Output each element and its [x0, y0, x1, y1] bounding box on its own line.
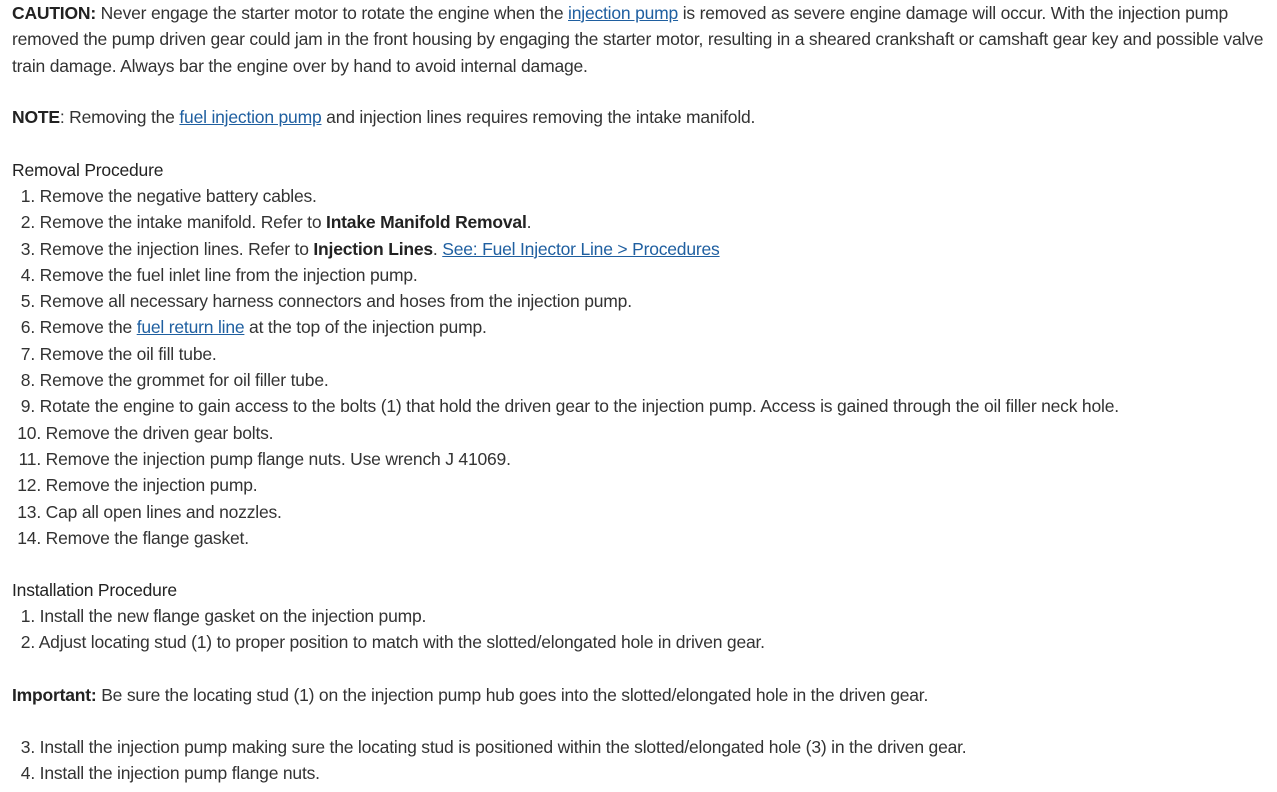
- step-text: Remove the injection lines. Refer to: [39, 238, 314, 259]
- injection-pump-link[interactable]: injection pump: [568, 3, 679, 23]
- step-number: 13.: [17, 501, 41, 522]
- step-text: Remove the grommet for oil filler tube.: [39, 370, 329, 391]
- installation-steps-list-b: [0, 734, 966, 787]
- installation-heading: Installation Procedure: [12, 580, 177, 600]
- step-text: Remove all necessary harness connectors and hoses from the injection pump.: [39, 291, 632, 312]
- removal-step-2: [0, 209, 1119, 235]
- step-reference: Injection Lines: [313, 238, 433, 259]
- fuel-injector-line-link[interactable]: See: Fuel Injector Line > Procedures: [442, 238, 720, 259]
- step-text: Remove the: [39, 317, 137, 338]
- step-number: 3.: [20, 737, 35, 757]
- important-text: Be sure the locating stud (1) on the injection pump hub goes into the slotted/elongated hole in the driven gear.: [96, 685, 929, 705]
- removal-step-5: [0, 288, 1119, 314]
- removal-step-9: [0, 393, 1119, 419]
- step-number: 9.: [20, 396, 35, 417]
- step-text: Remove the driven gear bolts.: [45, 422, 274, 443]
- step-number: 10.: [17, 422, 41, 443]
- step-number: 7.: [20, 343, 35, 364]
- step-number: 1.: [20, 606, 35, 626]
- important-paragraph: [12, 682, 1273, 708]
- step-number: 11.: [18, 448, 41, 469]
- step-text: Remove the oil fill tube.: [39, 343, 217, 364]
- removal-step-11: [0, 446, 1119, 472]
- step-text: Remove the negative battery cables.: [39, 186, 317, 206]
- step-number: 8.: [20, 370, 35, 391]
- step-number: 5.: [20, 291, 35, 312]
- step-text-after: .: [432, 238, 443, 259]
- step-text: Remove the injection pump.: [45, 475, 258, 496]
- step-text: Remove the fuel inlet line from the injection pump.: [39, 264, 418, 285]
- removal-step-14: [0, 525, 1119, 551]
- step-text-after: .: [526, 212, 532, 233]
- step-text: Install the injection pump flange nuts.: [39, 763, 320, 784]
- step-text: Install the new flange gasket on the injection pump.: [39, 606, 427, 626]
- step-number: 1.: [20, 186, 35, 206]
- step-text: Cap all open lines and nozzles.: [45, 501, 282, 522]
- removal-steps-list: [0, 183, 1119, 551]
- important-label: Important:: [12, 685, 97, 705]
- fuel-return-line-link[interactable]: fuel return line: [136, 317, 245, 338]
- step-number: 12.: [17, 475, 41, 496]
- step-text: Install the injection pump making sure the locating stud is positioned within the slotted/elongated hole (3) in the driven gear.: [39, 737, 967, 757]
- step-text: Remove the injection pump flange nuts. Use wrench J 41069.: [45, 448, 511, 469]
- step-text: Rotate the engine to gain access to the bolts (1) that hold the driven gear to the injection pump. Access is gained through the oil filler neck hole.: [39, 396, 1119, 417]
- note-text: : Removing the: [59, 107, 180, 127]
- step-text: Remove the flange gasket.: [45, 527, 249, 548]
- caution-text-continued: is removed as severe engine damage will occur. With the injection pump removed the pump driven gear could jam in the front housing by engaging the starter motor, resulting in a sheared crankshaft or camshaft gear key and possible valve train damage. Always bar the engine over by hand to avoid internal damage.: [12, 3, 1264, 76]
- removal-step-8: [0, 367, 1119, 393]
- removal-step-3: [0, 236, 1119, 262]
- step-reference: Intake Manifold Removal: [326, 212, 527, 233]
- removal-step-12: [0, 472, 1119, 498]
- step-number: 6.: [20, 317, 35, 338]
- step-number: 2.: [20, 212, 35, 233]
- installation-step-1: [0, 603, 765, 629]
- note-text-continued: and injection lines requires removing the intake manifold.: [321, 107, 756, 127]
- step-number: 4.: [20, 763, 35, 784]
- fuel-injection-pump-link[interactable]: fuel injection pump: [179, 107, 322, 127]
- step-number: 14.: [17, 527, 41, 548]
- caution-paragraph: [12, 0, 1273, 79]
- removal-heading: Removal Procedure: [12, 160, 164, 180]
- step-number: 4.: [20, 264, 35, 285]
- installation-steps-list-a: [0, 603, 765, 656]
- removal-step-6: [0, 314, 1119, 340]
- step-text: Remove the intake manifold. Refer to: [39, 212, 327, 233]
- installation-step-3: [0, 734, 966, 760]
- note-paragraph: [12, 104, 1273, 130]
- installation-step-4: [0, 760, 966, 786]
- note-label: NOTE: [12, 107, 60, 127]
- caution-text: Never engage the starter motor to rotate the engine when the: [95, 3, 569, 23]
- removal-step-1: [0, 183, 1119, 209]
- removal-step-7: [0, 341, 1119, 367]
- removal-step-13: [0, 499, 1119, 525]
- step-number: 3.: [20, 238, 35, 259]
- step-text: Adjust locating stud (1) to proper position to match with the slotted/elongated hole in driven gear.: [38, 632, 765, 653]
- removal-step-4: [0, 262, 1119, 288]
- removal-step-10: [0, 420, 1119, 446]
- step-text-after: at the top of the injection pump.: [244, 317, 487, 338]
- caution-label: CAUTION:: [12, 3, 96, 23]
- installation-step-2: [0, 629, 765, 655]
- step-number: 2.: [20, 632, 35, 653]
